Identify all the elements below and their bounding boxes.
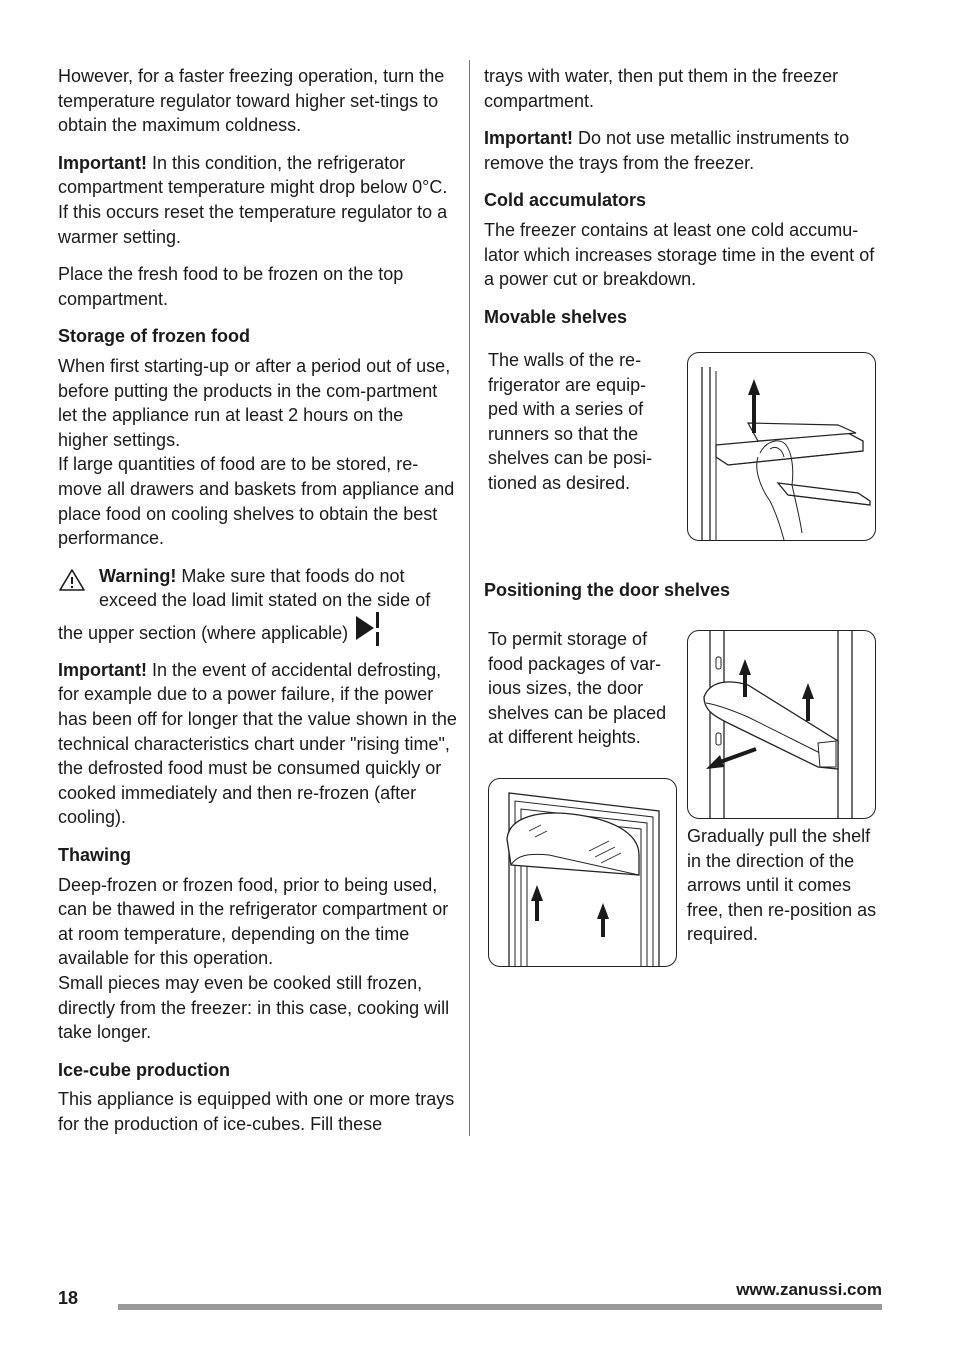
warning-continuation: the upper section (where applicable) (58, 620, 458, 646)
heading-ice-cube-production: Ice-cube production (58, 1059, 231, 1080)
left-column (58, 64, 458, 1150)
paragraph-cold-accumulators: The freezer contains at least one cold accumu-lator which increases storage time in the event of a power cut or breakdown. (484, 219, 875, 290)
paragraph-place-food: Place the fresh food to be frozen on the top compartment. (58, 264, 404, 309)
paragraph-storage-large-quantities: If large quantities of food are to be stored, re-move all drawers and baskets from appliance and place food on cooling shelves to obtain the best performance. (58, 454, 455, 549)
paragraph-ice-cube: This appliance is equipped with one or more trays for the production of ice-cubes. Fill these (58, 1089, 455, 1134)
paragraph-faster-freezing: However, for a faster freezing operation, turn the temperature regulator toward higher set-tings to obtain the maximum coldness. (58, 66, 445, 136)
column-divider (469, 60, 470, 1136)
page-number: 18 (58, 1288, 79, 1308)
paragraph-thawing-small-pieces: Small pieces may even be cooked still frozen, directly from the freezer: in this case, cooking will take longer. (58, 973, 450, 1043)
paragraph-movable-shelves: The walls of the re-frigerator are equip-ped with a series of runners so that the shelves can be posi-tioned as desired. (488, 350, 653, 493)
figure-door-shelf-positions (488, 778, 677, 967)
heading-cold-accumulators: Cold accumulators (484, 190, 647, 211)
heading-thawing: Thawing (58, 845, 131, 866)
important-label: Important! (58, 659, 147, 680)
important-label: Important! (484, 128, 573, 149)
warning-block: Warning! Make sure that foods do not exceed the load limit stated on the side of (58, 564, 458, 613)
website-link[interactable]: www.zanussi.com (736, 1280, 882, 1299)
door-shelf-positions-illustration (489, 779, 676, 966)
footer-rule (118, 1304, 882, 1310)
paragraph-gradually-pull: Gradually pull the shelf in the direction of the arrows until it comes free, then re-position as required. (687, 826, 877, 945)
right-column (484, 64, 884, 334)
figure-movable-shelves (687, 352, 876, 541)
important-label: Important! (58, 152, 147, 173)
paragraph-important-temperature: Important! In this condition, the refrigerator compartment temperature might drop below 0°C. If this occurs reset the temperature regulator to a warmer setting. (58, 152, 448, 247)
warning-label: Warning! (99, 565, 177, 586)
paragraph-storage: When first starting-up or after a period out of use, before putting the products in the com-partment let the appliance run at least 2 hours on the higher settings. (58, 355, 451, 450)
heading-movable-shelves: Movable shelves (484, 306, 628, 327)
heading-positioning-door-shelves: Positioning the door shelves (484, 580, 731, 600)
paragraph-important-metallic: Important! Do not use metallic instruments to remove the trays from the freezer. (484, 128, 850, 173)
paragraph-important-defrosting: Important! In the event of accidental defrosting, for example due to a power failure, if the power has been off for longer that the value shown in the technical characteristics chart under "rising time", the defrosted food must be consumed quickly or cooked immediately and then re-frozen (after cooling). (58, 659, 457, 828)
fridge-load-limit-icon (354, 612, 382, 646)
paragraph-door-shelves: To permit storage of food packages of var-ious sizes, the door shelves can be placed at different heights. (488, 629, 667, 748)
paragraph-thawing: Deep-frozen or frozen food, prior to being used, can be thawed in the refrigerator compartment or at room temperature, depending on the time available for this operation. (58, 874, 449, 969)
heading-storage-frozen-food: Storage of frozen food (58, 326, 250, 347)
figure-door-shelf-pull (687, 630, 876, 819)
warning-triangle-icon (58, 568, 86, 592)
door-shelf-pull-illustration (688, 631, 875, 818)
shelf-runner-illustration (688, 353, 875, 540)
paragraph-ice-cube-continued: trays with water, then put them in the freezer compartment. (484, 66, 839, 111)
